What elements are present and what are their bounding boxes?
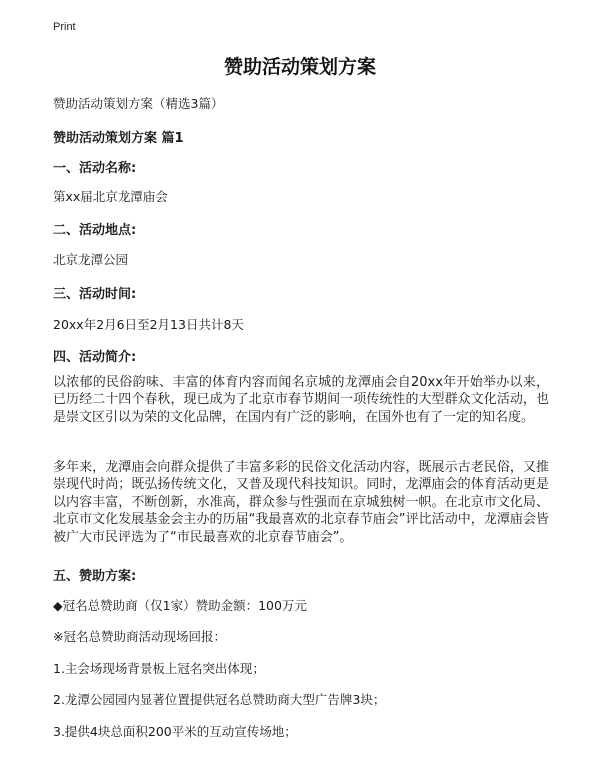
intro-paragraph-1: 以浓郁的民俗韵味、丰富的体育内容而闻名京城的龙潭庙会自20xx年开始举办以来，已历经二十四个春秋，现已成为了北京市春节期间一项传统性的大型群众文化活动，也是崇文区引以为荣的文化品牌，在国内有广泛的影响，在国外也有了一定的知名度。 [53, 375, 549, 425]
activity-location: 北京龙潭公园 [53, 252, 129, 267]
heading-activity-name: 一、活动名称: [53, 161, 137, 176]
heading-sponsorship-plan: 五、赞助方案: [53, 569, 137, 584]
title-sponsor-amount: ◆冠名总赞助商（仅1家）赞助金额：100万元 [53, 598, 307, 613]
heading-activity-location: 二、活动地点: [53, 223, 137, 238]
heading-activity-intro: 四、活动简介: [53, 350, 137, 365]
heading-activity-time: 三、活动时间: [53, 287, 137, 302]
document-subtitle: 赞助活动策划方案（精选3篇） [53, 96, 224, 111]
section-title: 赞助活动策划方案 篇1 [53, 131, 184, 146]
intro-paragraph-2: 多年来，龙潭庙会向群众提供了丰富多彩的民俗文化活动内容，既展示古老民俗，又推崇现代时尚；既弘扬传统文化，又普及现代科技知识。同时，龙潭庙会的体育活动更是以内容丰富，不断创新，水准高，群众参与性强而在京城独树一帜。在北京市文化局、北京市文化发展基金会主办的历届“我最喜欢的北京春节庙会”评比活动中，龙潭庙会皆被广大市民评选为了“市民最喜欢的北京春节庙会”。 [53, 460, 549, 545]
activity-time: 20xx年2月6日至2月13日共计8天 [53, 317, 244, 332]
print-link[interactable]: Print [53, 21, 76, 33]
return-item-2: 2.龙潭公园园内显著位置提供冠名总赞助商大型广告牌3块； [53, 692, 386, 707]
return-item-3: 3.提供4块总面积200平米的互动宣传场地； [53, 724, 297, 739]
return-item-1: 1.主会场现场背景板上冠名突出体现； [53, 661, 265, 676]
title-sponsor-returns-heading: ※冠名总赞助商活动现场回报： [53, 629, 226, 644]
page-title: 赞助活动策划方案 [223, 56, 376, 78]
activity-name: 第xx届北京龙潭庙会 [53, 189, 168, 204]
